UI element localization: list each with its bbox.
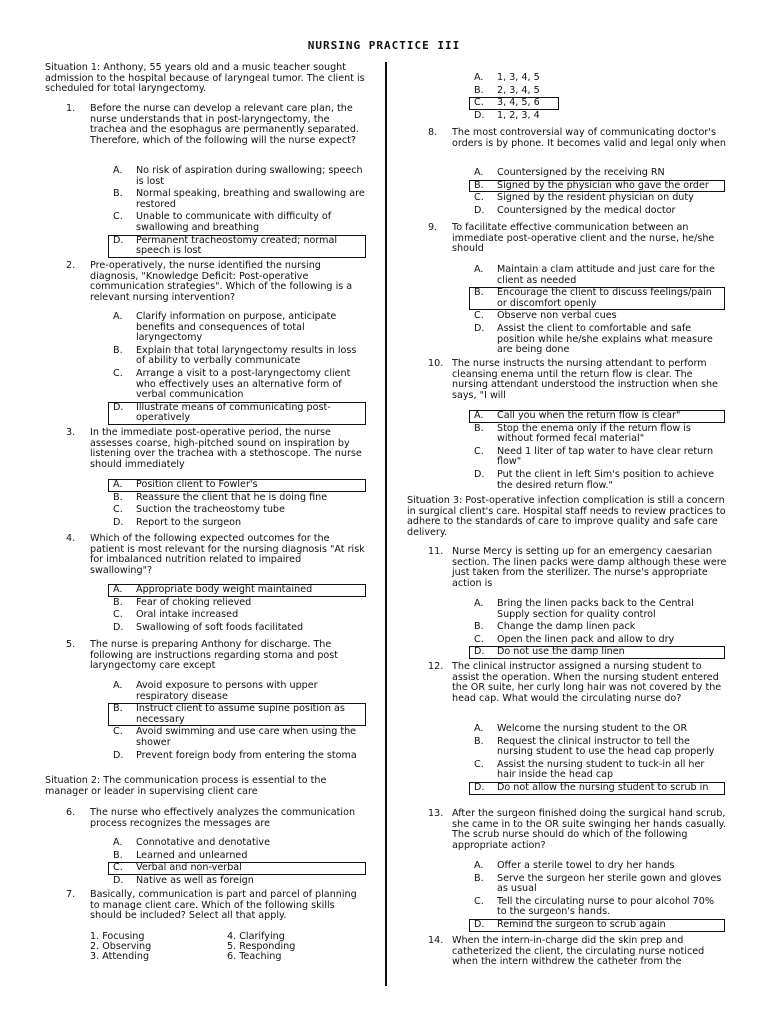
options-q2	[108, 311, 366, 425]
question-number: 4.	[66, 533, 76, 544]
option-c[interactable]: C. Tell the circulating nurse to pour alcohol 70% to the surgeon's hands.	[474, 895, 714, 918]
question-text: To facilitate effective communication between an immediate post-operative client and the nurse, he/she should	[452, 222, 715, 255]
skill-item: 3. Attending	[90, 951, 150, 963]
option-a[interactable]: A. Clarify information on purpose, anticipate benefits and consequences of total laryngectomy	[113, 311, 337, 344]
question-text: The clinical instructor assigned a nursing student to assist the operation. When the nursing student entered the OR suite, her curly long hair was not covered by the head cap. What would the circulating nurse do?	[452, 661, 722, 704]
question-text: The nurse is preparing Anthony for discharge. The following are instructions regarding stoma and post laryngectomy care except	[90, 639, 339, 672]
question-8	[428, 128, 728, 149]
option-b-answer[interactable]: B. Encourage the client to discuss feelings/pain or discomfort openly	[469, 287, 725, 310]
question-4	[66, 534, 366, 576]
question-text: Pre-operatively, the nurse identified the nursing diagnosis, "Knowledge Deficit: Post-operative communication strategies". Which of the following is a relevant nursing intervention?	[90, 260, 353, 303]
question-number: 10.	[428, 358, 444, 369]
question-text: The nurse instructs the nursing attendant to perform cleansing enema until the return flow is clear. The nursing attendant understood the instruction when she says, "I will	[452, 358, 718, 401]
option-b[interactable]: B. Stop the enema only if the return flow is without formed fecal material"	[474, 422, 691, 445]
option-c[interactable]: C. Signed by the resident physician on duty	[474, 192, 694, 204]
options-q11	[469, 598, 725, 659]
options-q1	[108, 165, 366, 258]
option-c[interactable]: C. Avoid swimming and use care when using the shower	[113, 726, 357, 748]
situation-3: Situation 3: Post-operative infection complication is still a concern in surgical client's care. Hospital staff needs to review practices to adhere to the standards of care to improve quality and safe care delivery.	[407, 495, 726, 538]
option-a[interactable]: A. Avoid exposure to persons with upper respiratory disease	[113, 680, 318, 702]
option-b-answer[interactable]: B. Instruct client to assume supine position as necessary	[108, 703, 366, 726]
question-number: 3.	[66, 427, 76, 438]
question-3	[66, 428, 366, 470]
options-q7	[469, 72, 559, 122]
question-text: Nurse Mercy is setting up for an emergency caesarian section. The linen packs were damp although these were just taken from the sterilizer. The nurse's appropriate action is	[452, 546, 727, 589]
option-c[interactable]: C. Suction the tracheostomy tube	[113, 504, 285, 516]
skill-item: 4. Clarifying	[227, 931, 285, 942]
skill-item: 6. Teaching	[227, 951, 282, 963]
question-1	[66, 104, 366, 146]
question-number: 14.	[428, 935, 444, 946]
question-text: The nurse who effectively analyzes the communication process recognizes the messages are	[90, 807, 356, 829]
option-d[interactable]: D. Prevent foreign body from entering the stoma	[113, 749, 357, 761]
question-12	[428, 662, 728, 704]
options-q3	[108, 479, 366, 529]
question-number: 1.	[66, 103, 76, 114]
option-a[interactable]: A. Offer a sterile towel to dry her hands	[474, 860, 675, 871]
question-text: Before the nurse can develop a relevant care plan, the nurse understands that in post-laryngectomy, the trachea and the esophagus are permanently separated. Therefore, which of the following will the nurse expect?	[90, 103, 359, 146]
question-number: 6.	[66, 807, 76, 818]
skill-item: 5. Responding	[227, 941, 296, 953]
option-d-answer[interactable]: D. Do not use the damp linen	[469, 646, 725, 659]
question-5	[66, 640, 366, 672]
question-9	[428, 223, 728, 255]
question-text: The most controversial way of communicating doctor's orders is by phone. It becomes valid and legal only when	[452, 127, 726, 149]
option-c[interactable]: C. Observe non verbal cues	[474, 310, 617, 322]
option-c[interactable]: C. Arrange a visit to a post-laryngectomy client who effectively uses an alternative form of verbal communication	[113, 367, 351, 401]
question-7	[66, 890, 366, 922]
question-number: 7.	[66, 889, 76, 900]
question-text: After the surgeon finished doing the surgical hand scrub, she came in to the OR suite swinging her hands casually. The scrub nurse should do which of the following appropriate action?	[452, 808, 726, 851]
option-c-answer[interactable]: C. Verbal and non-verbal	[108, 862, 366, 875]
option-d[interactable]: D. Countersigned by the medical doctor	[474, 204, 676, 216]
option-b[interactable]: B. Change the damp linen pack	[474, 621, 636, 633]
option-b[interactable]: B. Reassure the client that he is doing fine	[113, 491, 328, 503]
option-c[interactable]: C. Assist the nursing student to tuck-in all her hair inside the head cap	[474, 758, 705, 781]
question-text: In the immediate post-operative period, the nurse assesses coarse, high-pitched sound on inspiration by listening over the trachea with a stethoscope. The nurse should immediately	[90, 427, 362, 470]
option-a-answer[interactable]: A. Call you when the return flow is clear"	[469, 410, 725, 423]
question-6	[66, 808, 366, 829]
option-d-answer[interactable]: D. Remind the surgeon to scrub again	[469, 919, 725, 932]
option-d[interactable]: D. 1, 2, 3, 4	[474, 109, 540, 121]
question-2	[66, 261, 366, 303]
option-a[interactable]: A. Connotative and denotative	[113, 837, 270, 848]
question-number: 8.	[428, 127, 438, 138]
option-c-answer[interactable]: C. 3, 4, 5, 6	[469, 97, 559, 110]
question-14	[428, 936, 728, 968]
option-a[interactable]: A. Welcome the nursing student to the OR	[474, 723, 688, 734]
option-b[interactable]: B. Request the clinical instructor to tell the nursing student to use the head cap properly	[474, 735, 715, 758]
options-q13	[469, 860, 725, 932]
option-b[interactable]: B. Normal speaking, breathing and swallowing are restored	[113, 188, 365, 210]
option-c[interactable]: C. Oral intake increased	[113, 609, 239, 621]
question-number: 13.	[428, 808, 444, 819]
question-11	[428, 547, 728, 589]
option-b[interactable]: B. Serve the surgeon her sterile gown and gloves as usual	[474, 872, 722, 895]
option-d[interactable]: D. Swallowing of soft foods facilitated	[113, 621, 304, 633]
option-c[interactable]: C. Need 1 liter of tap water to have clear return flow"	[474, 445, 714, 468]
skill-item: 1. Focusing	[90, 931, 145, 942]
column-divider	[385, 62, 387, 986]
situation-1: Situation 1: Anthony, 55 years old and a music teacher sought admission to the hospital because of laryngeal tumor. The client is scheduled for total laryngectomy.	[45, 62, 365, 95]
option-d[interactable]: D. Native as well as foreign	[113, 874, 254, 886]
question-number: 5.	[66, 639, 76, 650]
option-a-answer[interactable]: A. Position client to Fowler's	[108, 479, 366, 492]
question-13	[428, 809, 728, 851]
option-c[interactable]: C. Open the linen pack and allow to dry	[474, 633, 675, 645]
option-a-answer[interactable]: A. Appropriate body weight maintained	[108, 584, 366, 597]
question-number: 12.	[428, 661, 444, 672]
question-text: Which of the following expected outcomes for the patient is most relevant for the nursing diagnosis "At risk for imbalanced nutrition related to impaired swallowing"?	[90, 533, 365, 576]
options-q12	[469, 723, 725, 795]
option-a[interactable]: A. 1, 3, 4, 5	[474, 72, 540, 83]
question-text: When the intern-in-charge did the skin prep and catheterized the client, the circulating nurse noticed when the intern withdrew the catheter from the	[452, 935, 705, 968]
option-b[interactable]: B. Explain that total laryngectomy results in loss of ability to verbally communicate	[113, 344, 357, 367]
option-a[interactable]: A. Bring the linen packs back to the Central Supply section for quality control	[474, 598, 694, 620]
option-d-answer[interactable]: D. Do not allow the nursing student to scrub in	[469, 782, 725, 795]
option-d-answer[interactable]: D. Permanent tracheostomy created; normal speech is lost	[108, 235, 366, 258]
question-number: 2.	[66, 260, 76, 271]
options-q9	[469, 264, 725, 357]
option-a[interactable]: A. Maintain a clam attitude and just care for the client as needed	[474, 264, 715, 286]
page-title: NURSING PRACTICE III	[307, 39, 461, 52]
options-q8	[469, 167, 725, 217]
option-d-answer[interactable]: D. Illustrate means of communicating post-operatively	[108, 402, 366, 425]
option-b[interactable]: B. Learned and unlearned	[113, 849, 248, 861]
skill-item: 2. Observing	[90, 941, 152, 953]
option-b-answer[interactable]: B. Signed by the physician who gave the order	[469, 180, 725, 193]
option-d[interactable]: D. Assist the client to comfortable and safe position while he/she explains what measure are being done	[474, 322, 713, 356]
option-d[interactable]: D. Put the client in left Sim's position to achieve the desired return flow."	[474, 468, 714, 491]
option-c[interactable]: C. Unable to communicate with difficulty of swallowing and breathing	[113, 211, 332, 233]
skills-list	[90, 932, 377, 963]
option-a[interactable]: A. Countersigned by the receiving RN	[474, 167, 665, 178]
question-number: 9.	[428, 222, 438, 233]
question-10	[428, 359, 728, 401]
options-q5	[108, 680, 366, 762]
options-q6	[108, 837, 366, 887]
question-text: Basically, communication is part and parcel of planning to manage client care. Which of the following skills should be included? Select all that apply.	[90, 889, 357, 922]
question-number: 11.	[428, 546, 444, 557]
option-b[interactable]: B. 2, 3, 4, 5	[474, 84, 540, 96]
options-q10	[469, 410, 725, 492]
option-a[interactable]: A. No risk of aspiration during swallowing; speech is lost	[113, 165, 363, 187]
options-q4	[108, 584, 366, 634]
option-d[interactable]: D. Report to the surgeon	[113, 516, 242, 528]
situation-2: Situation 2: The communication process is essential to the manager or leader in supervising client care	[45, 775, 327, 797]
option-b[interactable]: B. Fear of choking relieved	[113, 596, 252, 608]
